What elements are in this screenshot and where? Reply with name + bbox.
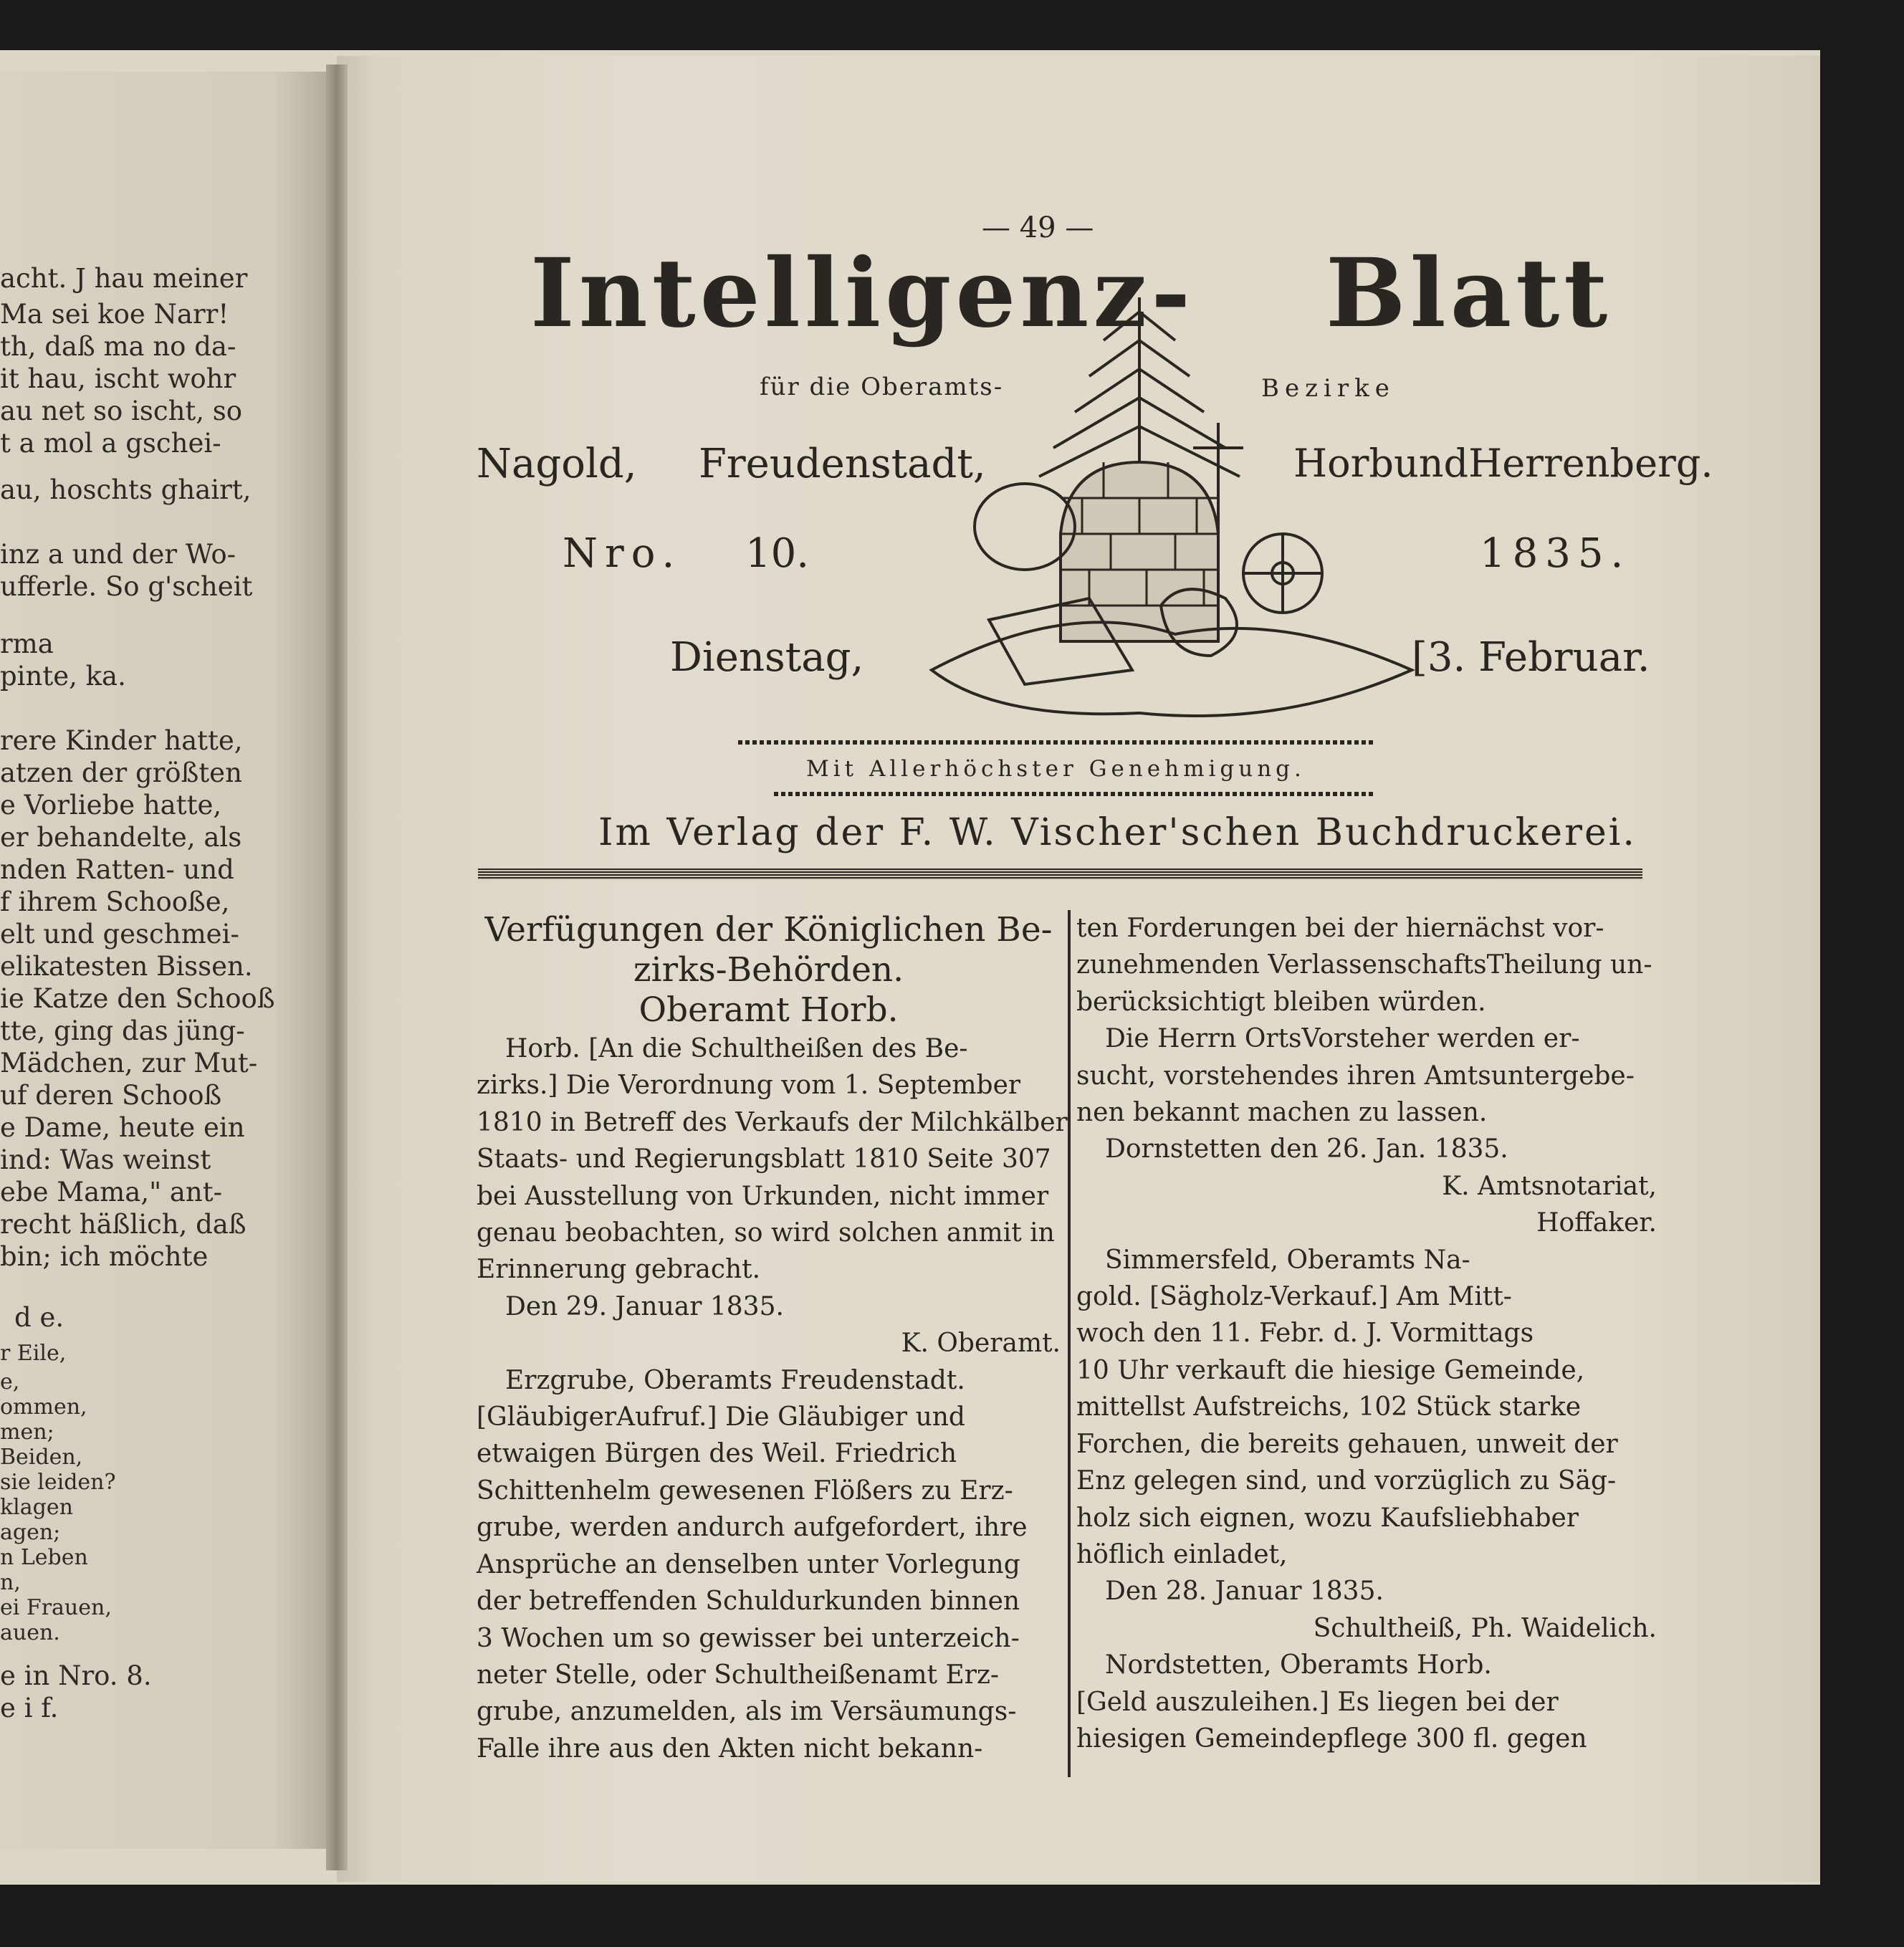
left-page-line: d e. <box>14 1302 64 1333</box>
column-line: zirks.] Die Verordnung vom 1. September <box>477 1071 1021 1101</box>
left-page-line: bin; ich möchte <box>0 1241 209 1272</box>
district-nagold: Nagold, <box>477 441 637 487</box>
column-line: [Geld auszuleihen.] Es liegen bei der <box>1076 1687 1559 1717</box>
masthead-title-right: Blatt <box>1326 238 1612 349</box>
column-line: Den 29. Januar 1835. <box>505 1291 784 1321</box>
masthead-title-left: Intelligenz- <box>530 238 1195 349</box>
left-page-line: ie Katze den Schooß <box>0 983 275 1014</box>
column-line: der betreffenden Schuldurkunden binnen <box>477 1587 1020 1617</box>
column-line: Hoffaker. <box>1536 1208 1657 1238</box>
left-page-line: pinte, ka. <box>0 661 126 692</box>
vignette-illustration <box>924 297 1419 727</box>
column-right <box>1076 910 1657 1757</box>
column-line: Schultheiß, Ph. Waidelich. <box>1313 1613 1657 1643</box>
column-line: Verfügungen der Königlichen Be- <box>484 910 1053 949</box>
left-page-line: ind: Was weinst <box>0 1144 211 1175</box>
left-page-line: Beiden, <box>0 1445 83 1470</box>
left-page-line: sie leiden? <box>0 1470 116 1495</box>
issue-date: [3. Februar. <box>1412 634 1650 681</box>
column-line: [GläubigerAufruf.] Die Gläubiger und <box>477 1402 965 1432</box>
column-line: genau beobachten, so wird solchen anmit in <box>477 1218 1055 1248</box>
heavy-rule <box>478 869 1642 880</box>
column-divider <box>1068 910 1071 1777</box>
column-line: sucht, vorstehendes ihren Amtsuntergebe- <box>1076 1061 1635 1091</box>
column-left <box>477 910 1068 1767</box>
left-page-line: ebe Mama," ant- <box>0 1177 223 1207</box>
column-line: gold. [Sägholz-Verkauf.] Am Mitt- <box>1076 1282 1512 1312</box>
column-line: Nordstetten, Oberamts Horb. <box>1105 1650 1492 1680</box>
left-page-line: recht häßlich, daß <box>0 1209 247 1240</box>
left-page-line: auen. <box>0 1620 60 1645</box>
column-line: berücksichtigt bleiben würden. <box>1076 987 1486 1017</box>
publisher-line: Im Verlag der F. W. Vischer'schen Buchdruckerei. <box>598 811 1637 854</box>
left-page-line: men; <box>0 1420 54 1445</box>
column-line: Die Herrn OrtsVorsteher werden er- <box>1105 1024 1580 1054</box>
left-page-line: r Eile, <box>0 1341 67 1366</box>
left-page-line: e in Nro. 8. <box>0 1660 152 1691</box>
column-line: 3 Wochen um so gewisser bei unterzeich- <box>477 1623 1020 1653</box>
masthead-subtitle-right: Bezirke <box>1261 374 1395 403</box>
column-line: Oberamt Horb. <box>638 990 899 1030</box>
column-line: Enz gelegen sind, und vorzüglich zu Säg- <box>1076 1466 1617 1496</box>
left-page-line: elt und geschmei- <box>0 919 239 949</box>
column-line: mittellst Aufstreichs, 102 Stück starke <box>1076 1392 1582 1422</box>
column-line: hiesigen Gemeindepflege 300 fl. gegen <box>1076 1723 1587 1754</box>
column-line: etwaigen Bürgen des Weil. Friedrich <box>477 1439 957 1469</box>
left-page-line: au, hoschts ghairt, <box>0 474 252 505</box>
issue-year: 1835. <box>1480 530 1631 577</box>
column-line: Erzgrube, Oberamts Freudenstadt. <box>505 1365 965 1395</box>
column-line: Den 28. Januar 1835. <box>1105 1577 1384 1607</box>
left-page-line: klagen <box>0 1495 73 1520</box>
left-page-line: ufferle. So g'scheit <box>0 571 253 602</box>
column-line: grube, anzumelden, als im Versäumungs- <box>477 1697 1017 1727</box>
left-page-line: n, <box>0 1570 21 1595</box>
left-page-line: Ma sei koe Narr! <box>0 299 229 330</box>
column-line: 10 Uhr verkauft die hiesige Gemeinde, <box>1076 1355 1585 1385</box>
district-horb-herrenberg: HorbundHerrenberg. <box>1293 441 1713 486</box>
left-page-line: e i f. <box>0 1693 59 1723</box>
column-line: K. Oberamt. <box>901 1329 1061 1359</box>
left-page <box>0 72 337 1849</box>
left-page-line: au net so ischt, so <box>0 396 243 426</box>
left-page-line: e Vorliebe hatte, <box>0 790 222 821</box>
book-gutter <box>326 64 348 1870</box>
masthead-subtitle-left: für die Oberamts- <box>760 373 1004 401</box>
column-line: Erinnerung gebracht. <box>477 1255 761 1285</box>
column-line: woch den 11. Febr. d. J. Vormittags <box>1076 1319 1534 1349</box>
wave-rule-bottom <box>774 792 1376 796</box>
column-line: K. Amtsnotariat, <box>1442 1171 1657 1201</box>
left-page-line: ei Frauen, <box>0 1595 112 1620</box>
column-line: Falle ihre aus den Akten nicht bekann- <box>477 1733 983 1764</box>
left-page-line: t a mol a gschei- <box>0 428 221 459</box>
column-line: ten Forderungen bei der hiernächst vor- <box>1076 914 1604 943</box>
column-line: bei Ausstellung von Urkunden, nicht immer <box>477 1181 1049 1211</box>
left-page-line: uf deren Schooß <box>0 1080 222 1111</box>
left-page-line: tte, ging das jüng- <box>0 1015 245 1046</box>
column-line: höflich einladet, <box>1076 1539 1288 1569</box>
wave-rule-top <box>738 740 1376 745</box>
permission-line: Mit Allerhöchster Genehmigung. <box>806 756 1306 782</box>
left-page-line: rere Kinder hatte, <box>0 725 243 756</box>
left-page-line: inz a und der Wo- <box>0 539 236 570</box>
page-number: — 49 — <box>982 211 1094 244</box>
column-line: 1810 in Betreff des Verkaufs der Milchkälber <box>477 1107 1068 1137</box>
column-line: Schittenhelm gewesenen Flößers zu Erz- <box>477 1475 1013 1506</box>
column-line: holz sich eignen, wozu Kaufsliebhaber <box>1076 1503 1579 1533</box>
column-line: grube, werden andurch aufgefordert, ihre <box>477 1513 1028 1543</box>
issue-number: 10. <box>745 530 810 577</box>
left-page-line: e Dame, heute ein <box>0 1112 245 1143</box>
column-line: Horb. [An die Schultheißen des Be- <box>505 1034 968 1063</box>
left-page-line: ommen, <box>0 1395 87 1420</box>
left-page-line: rma <box>0 628 54 659</box>
left-page-line: it hau, ischt wohr <box>0 363 236 394</box>
left-page-line: atzen der größten <box>0 757 242 788</box>
left-page-line: acht. J hau meiner <box>0 263 248 294</box>
column-line: nen bekannt machen zu lassen. <box>1076 1098 1488 1128</box>
column-line: Ansprüche an denselben unter Vorlegung <box>477 1549 1020 1579</box>
column-line: Simmersfeld, Oberamts Na- <box>1105 1245 1470 1275</box>
left-page-line: Mädchen, zur Mut- <box>0 1048 258 1078</box>
issue-weekday: Dienstag, <box>670 634 864 681</box>
column-line: Forchen, die bereits gehauen, unweit der <box>1076 1429 1618 1459</box>
left-page-line: agen; <box>0 1520 61 1545</box>
district-freudenstadt: Freudenstadt, <box>699 441 986 487</box>
left-page-line: th, daß ma no da- <box>0 331 236 362</box>
left-page-line: n Leben <box>0 1545 88 1570</box>
column-line: Staats- und Regierungsblatt 1810 Seite 307 <box>477 1144 1051 1175</box>
left-page-line: e, <box>0 1369 20 1395</box>
left-page-line: elikatesten Bissen. <box>0 951 253 982</box>
column-line: zirks-Behörden. <box>633 950 904 990</box>
column-line: Dornstetten den 26. Jan. 1835. <box>1105 1134 1508 1164</box>
left-page-line: f ihrem Schooße, <box>0 886 230 917</box>
left-page-line: nden Ratten- und <box>0 854 234 885</box>
column-line: zunehmenden VerlassenschaftsTheilung un- <box>1076 950 1652 980</box>
column-line: neter Stelle, oder Schultheißenamt Erz- <box>477 1660 1000 1690</box>
issue-label: Nro. <box>563 530 682 577</box>
left-page-line: er behandelte, als <box>0 822 242 853</box>
